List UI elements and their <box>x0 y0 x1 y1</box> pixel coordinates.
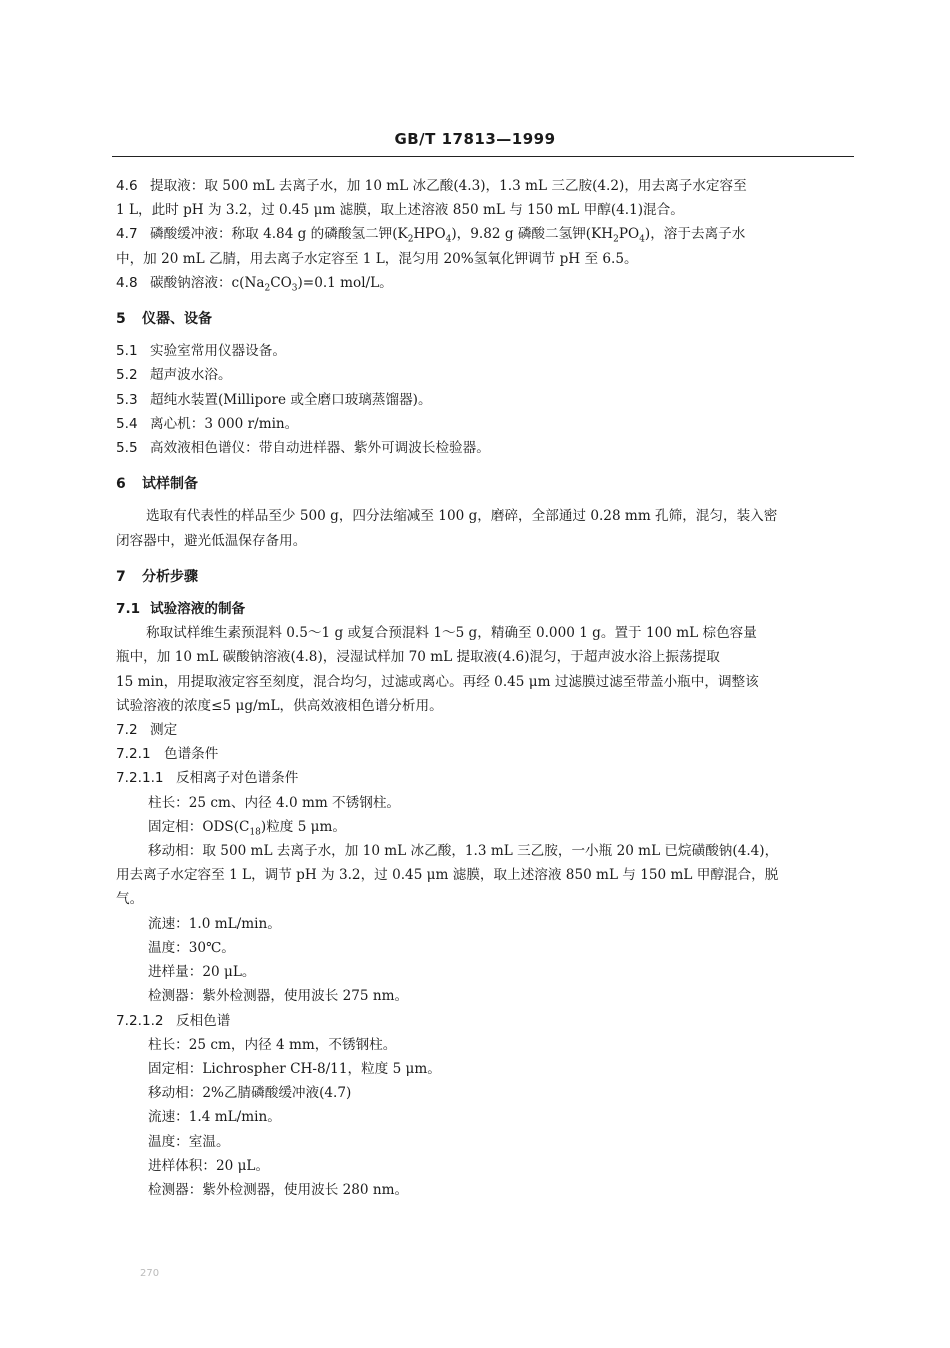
clause-number: 4.6 <box>116 178 138 194</box>
condition-text: 固定相：ODS(C <box>148 818 250 835</box>
clause-5-3 <box>116 388 854 412</box>
section-number: 7 <box>116 568 126 585</box>
clause-text: CO <box>270 274 292 291</box>
clause-4-7 <box>116 222 854 246</box>
clause-number: 7.1 <box>116 601 141 618</box>
clause-number: 5.5 <box>116 440 138 457</box>
clause-text: 超纯水装置(Millipore 或全磨口玻璃蒸馏器)。 <box>150 391 432 408</box>
condition-temperature: 温度：室温。 <box>148 1133 230 1150</box>
clause-7-2-1-1-heading <box>116 766 854 790</box>
condition-injection: 进样体积：20 μL。 <box>148 1157 270 1174</box>
clause-7-2-1-2-heading <box>116 1009 854 1033</box>
condition-injection: 进样量：20 μL。 <box>148 964 256 981</box>
clause-text: 碳酸钠溶液：c(Na <box>150 274 265 291</box>
section-6-paragraph-cont: 闭容器中，避光低温保存备用。 <box>116 532 307 549</box>
clause-title: 反相色谱 <box>176 1012 231 1029</box>
condition-stationary <box>116 815 854 839</box>
section-heading-6 <box>116 472 854 496</box>
clause-number: 4.8 <box>116 274 138 291</box>
section-number: 6 <box>116 476 126 493</box>
clause-5-1 <box>116 339 854 363</box>
clause-7-1-text: 称取试样维生素预混料 0.5～1 g 或复合预混料 1～5 g，精确至 0.000 1 g。置于 100 mL 棕色容量 <box>146 625 757 642</box>
subscript: 4 <box>445 235 452 246</box>
section-number: 5 <box>116 311 126 328</box>
condition-text: )粒度 5 μm。 <box>260 818 346 835</box>
condition-detector: 检测器：紫外检测器，使用波长 280 nm。 <box>148 1181 409 1198</box>
page-number: 270 <box>140 1268 160 1279</box>
clause-text: 离心机：3 000 r/min。 <box>150 415 299 432</box>
header-rule <box>112 156 854 157</box>
clause-title: 试验溶液的制备 <box>150 601 246 618</box>
clause-4-7-cont: 中，加 20 mL 乙腈，用去离子水定容至 1 L，混匀用 20%氢氧化钾调节 pH 至 6.5。 <box>116 250 638 267</box>
clause-7-1-text: 瓶中，加 10 mL 碳酸钠溶液(4.8)，浸湿试样加 70 mL 提取液(4.6)混匀，于超声波水浴上振荡提取 <box>116 649 720 666</box>
section-heading-7 <box>116 565 854 589</box>
subscript: 2 <box>264 283 271 294</box>
section-title: 仪器、设备 <box>142 311 212 328</box>
subscript: 2 <box>407 235 414 246</box>
clause-text: 提取液：取 500 mL 去离子水，加 10 mL 冰乙酸(4.3)，1.3 mL 三乙胺(4.2)，用去离子水定容至 <box>150 178 747 194</box>
clause-number: 5.3 <box>116 391 138 408</box>
clause-7-1-text: 15 min，用提取液定容至刻度，混合均匀，过滤或离心。再经 0.45 μm 过滤膜过滤至带盖小瓶中，调整该 <box>116 673 759 690</box>
clause-4-6-cont: 1 L，此时 pH 为 3.2，过 0.45 μm 滤膜，取上述溶液 850 mL 与 150 mL 甲醇(4.1)混合。 <box>116 202 684 219</box>
clause-text: PO <box>618 226 640 243</box>
document-body <box>116 174 854 1202</box>
clause-text: 实验室常用仪器设备。 <box>150 343 286 360</box>
clause-5-4 <box>116 412 854 436</box>
condition-column: 柱长：25 cm、内径 4.0 mm 不锈钢柱。 <box>148 794 401 811</box>
subscript: 3 <box>291 283 298 294</box>
clause-text: )，9.82 g 磷酸二氢钾(KH <box>451 226 614 243</box>
clause-7-1-text: 试验溶液的浓度≤5 μg/mL，供高效液相色谱分析用。 <box>116 697 443 714</box>
standard-header: GB/T 17813—1999 <box>394 130 556 148</box>
condition-detector: 检测器：紫外检测器，使用波长 275 nm。 <box>148 988 409 1005</box>
clause-number: 7.2.1 <box>116 746 151 763</box>
section-heading-5 <box>116 307 854 331</box>
condition-mobile-cont: 气。 <box>116 891 144 908</box>
clause-5-5 <box>116 436 854 460</box>
clause-number: 5.2 <box>116 367 138 384</box>
section-title: 分析步骤 <box>142 568 198 585</box>
clause-7-1-heading <box>116 597 854 621</box>
clause-4-6 <box>116 174 854 198</box>
subscript: 18 <box>249 827 261 838</box>
clause-title: 测定 <box>150 722 178 739</box>
subscript: 4 <box>639 235 645 246</box>
condition-flow: 流速：1.4 mL/min。 <box>148 1109 281 1126</box>
section-6-paragraph: 选取有代表性的样品至少 500 g，四分法缩减至 100 g，磨碎，全部通过 0.28 mm 孔筛，混匀，装入密 <box>146 508 778 525</box>
clause-number: 7.2 <box>116 722 138 739</box>
condition-flow: 流速：1.0 mL/min。 <box>148 915 281 932</box>
clause-7-2-1-heading <box>116 742 854 766</box>
clause-number: 7.2.1.1 <box>116 770 164 787</box>
clause-number: 4.7 <box>116 226 138 243</box>
clause-text: 磷酸缓冲液：称取 4.84 g 的磷酸氢二钾(K <box>150 226 408 243</box>
clause-text: )，溶于去离子水 <box>644 226 746 243</box>
clause-title: 反相离子对色谱条件 <box>176 770 299 787</box>
condition-mobile: 移动相：2%乙腈磷酸缓冲液(4.7) <box>148 1085 352 1102</box>
subscript: 2 <box>613 235 619 246</box>
condition-stationary: 固定相：Lichrospher CH-8/11，粒度 5 μm。 <box>148 1060 441 1077</box>
condition-temperature: 温度：30℃。 <box>148 939 235 956</box>
clause-text: 高效液相色谱仪：带自动进样器、紫外可调波长检验器。 <box>150 440 490 457</box>
condition-column: 柱长：25 cm，内径 4 mm，不锈钢柱。 <box>148 1036 397 1053</box>
condition-mobile-cont: 用去离子水定容至 1 L，调节 pH 为 3.2，过 0.45 μm 滤膜，取上述溶液 850 mL 与 150 mL 甲醇混合，脱 <box>116 867 779 884</box>
clause-text: HPO <box>413 226 446 243</box>
clause-7-2-heading <box>116 718 854 742</box>
clause-4-8 <box>116 271 854 295</box>
clause-5-2 <box>116 363 854 387</box>
clause-title: 色谱条件 <box>164 746 219 763</box>
clause-number: 5.1 <box>116 343 138 360</box>
clause-number: 5.4 <box>116 415 138 432</box>
section-title: 试样制备 <box>142 476 198 493</box>
clause-text: )=0.1 mol/L。 <box>297 274 393 291</box>
clause-number: 7.2.1.2 <box>116 1012 164 1029</box>
clause-text: 超声波水浴。 <box>150 367 232 384</box>
condition-mobile: 移动相：取 500 mL 去离子水，加 10 mL 冰乙酸，1.3 mL 三乙胺，一小瓶 20 mL 已烷磺酸钠(4.4)， <box>148 843 779 860</box>
